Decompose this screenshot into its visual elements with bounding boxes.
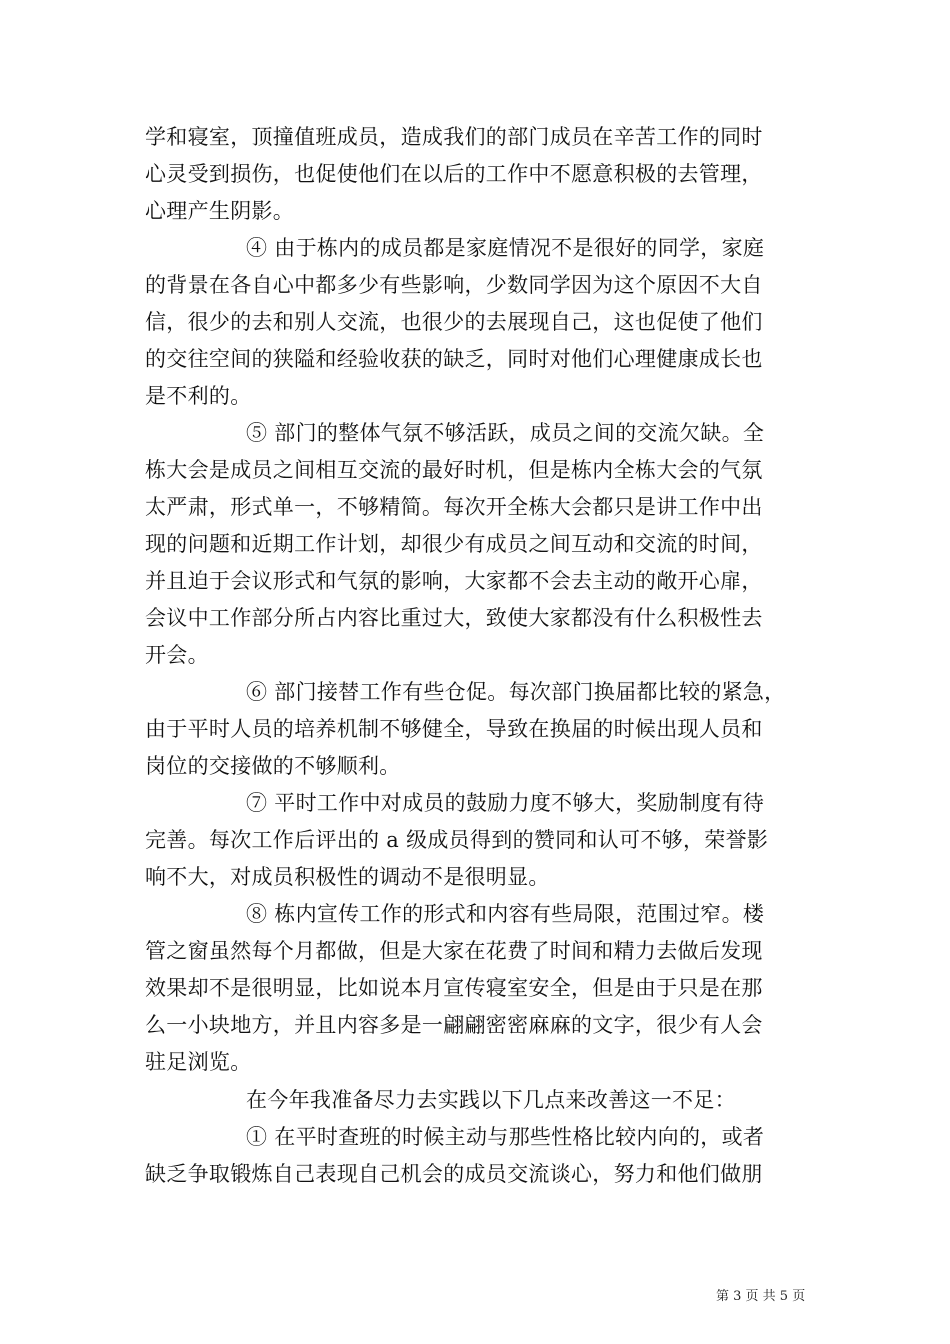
text-line: 并且迫于会议形式和气氛的影响，大家都不会去主动的敞开心扉， bbox=[145, 569, 763, 593]
page-number-footer: 第 3 页 共 5 页 bbox=[716, 1289, 806, 1304]
text-line: 学和寝室，顶撞值班成员，造成我们的部门成员在辛苦工作的同时 bbox=[145, 125, 763, 149]
text-line: 的背景在各自心中都多少有些影响，少数同学因为这个原因不大自 bbox=[145, 273, 763, 297]
text-line: 太严肃，形式单一，不够精简。每次开全栋大会都只是讲工作中出 bbox=[145, 495, 763, 519]
text-line: 响不大，对成员积极性的调动不是很明显。 bbox=[145, 865, 550, 889]
text-line: ① 在平时查班的时候主动与那些性格比较内向的，或者 bbox=[246, 1125, 765, 1149]
text-line: 完善。每次工作后评出的 a 级成员得到的赞同和认可不够，荣誉影 bbox=[145, 828, 769, 852]
text-line: ⑧ 栋内宣传工作的形式和内容有些局限，范围过窄。楼 bbox=[246, 902, 765, 926]
text-line: 是不利的。 bbox=[145, 384, 252, 408]
text-line: 信，很少的去和别人交流，也很少的去展现自己，这也促使了他们 bbox=[145, 310, 763, 334]
text-line: 在今年我准备尽力去实践以下几点来改善这一不足： bbox=[246, 1088, 736, 1112]
text-line: ④ 由于栋内的成员都是家庭情况不是很好的同学，家庭 bbox=[246, 236, 765, 260]
text-line: 开会。 bbox=[145, 643, 209, 667]
text-line: 心理产生阴影。 bbox=[145, 199, 295, 223]
text-line: 缺乏争取锻炼自己表现自己机会的成员交流谈心，努力和他们做朋 bbox=[145, 1162, 763, 1186]
text-line: ⑦ 平时工作中对成员的鼓励力度不够大，奖励制度有待 bbox=[246, 791, 765, 815]
text-line: 由于平时人员的培养机制不够健全，导致在换届的时候出现人员和 bbox=[145, 717, 763, 741]
text-line: ⑤ 部门的整体气氛不够活跃，成员之间的交流欠缺。全 bbox=[246, 421, 765, 445]
text-line: 岗位的交接做的不够顺利。 bbox=[145, 754, 401, 778]
text-line: 栋大会是成员之间相互交流的最好时机，但是栋内全栋大会的气氛 bbox=[145, 458, 763, 482]
text-line: 心灵受到损伤，也促使他们在以后的工作中不愿意积极的去管理， bbox=[145, 162, 763, 186]
text-line: 的交往空间的狭隘和经验收获的缺乏，同时对他们心理健康成长也 bbox=[145, 347, 763, 371]
text-line: 么一小块地方，并且内容多是一翩翩密密麻麻的文字，很少有人会 bbox=[145, 1013, 763, 1037]
text-line: 效果却不是很明显，比如说本月宣传寝室安全，但是由于只是在那 bbox=[145, 976, 763, 1000]
text-line: 现的问题和近期工作计划，却很少有成员之间互动和交流的时间， bbox=[145, 532, 763, 556]
text-line: 管之窗虽然每个月都做，但是大家在花费了时间和精力去做后发现 bbox=[145, 939, 763, 963]
text-line: 驻足浏览。 bbox=[145, 1050, 252, 1074]
text-line: 会议中工作部分所占内容比重过大，致使大家都没有什么积极性去 bbox=[145, 606, 763, 630]
text-line: ⑥ 部门接替工作有些仓促。每次部门换届都比较的紧急， bbox=[246, 680, 786, 704]
